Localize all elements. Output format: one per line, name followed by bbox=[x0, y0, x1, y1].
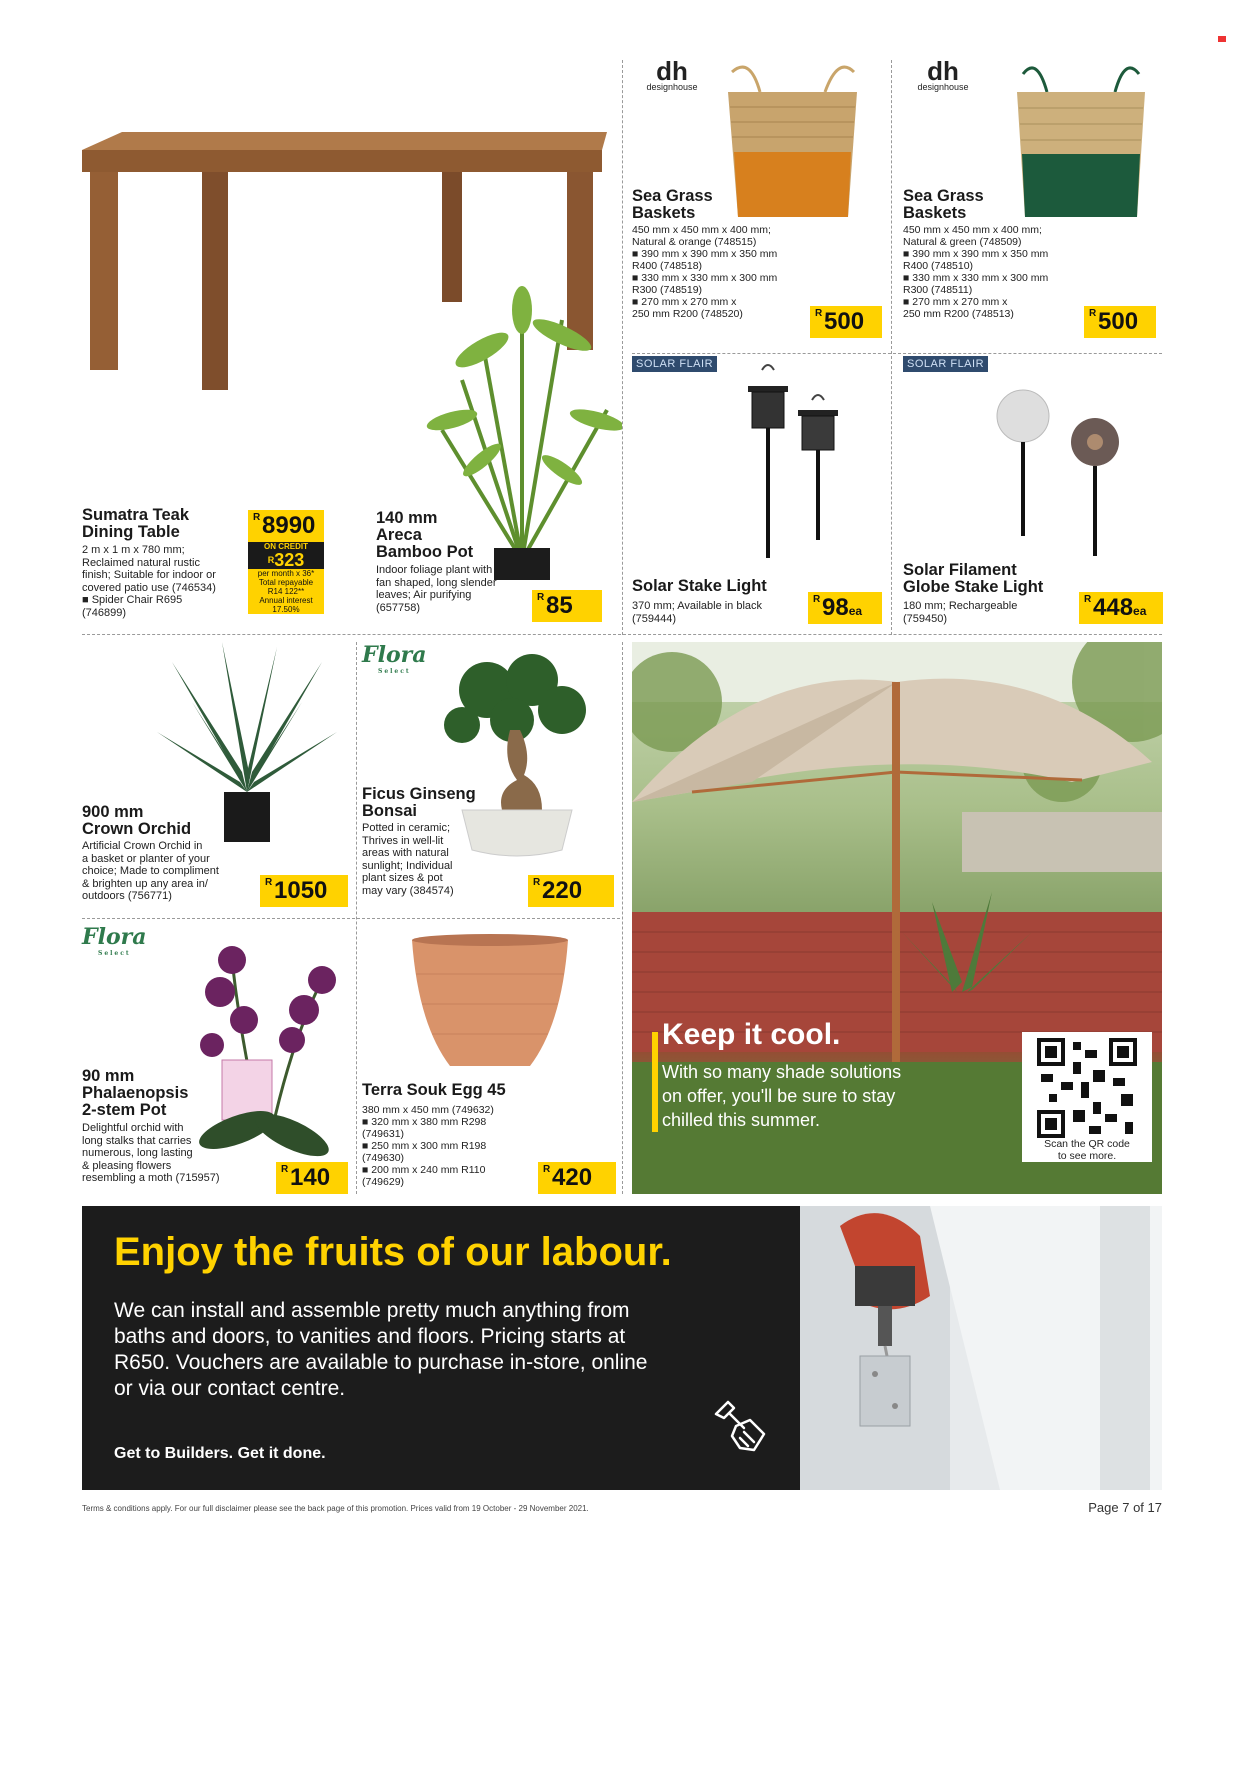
divider bbox=[82, 918, 620, 919]
solar-stake-image bbox=[728, 360, 858, 560]
product-ficus-ginseng-bonsai[interactable] bbox=[362, 642, 620, 914]
basket-image bbox=[720, 62, 865, 222]
product-description: 370 mm; Available in black (759444) bbox=[632, 600, 763, 625]
banner-headline: Enjoy the fruits of our labour. bbox=[114, 1230, 672, 1274]
product-phalaenopsis[interactable] bbox=[82, 924, 352, 1194]
product-sea-grass-baskets-green[interactable] bbox=[903, 56, 1163, 350]
drill-photo bbox=[800, 1206, 1162, 1490]
qr-code-panel[interactable] bbox=[1022, 1032, 1152, 1162]
product-crown-orchid[interactable] bbox=[82, 642, 352, 914]
promo-accent-bar bbox=[652, 1032, 658, 1132]
solar-flair-logo: SOLAR FLAIR bbox=[632, 356, 717, 372]
product-description: Potted in ceramic; Thrives in well-lit areas with natural sunlight; Individual plant sizes & pot may vary (384574) bbox=[362, 822, 454, 897]
product-dining-table[interactable] bbox=[82, 110, 622, 635]
product-solar-filament-globe[interactable] bbox=[903, 356, 1163, 634]
credit-offer: ON CREDIT $^R$323 per month x 36* Total repayable R14 122** Annual interest 17.50% bbox=[248, 542, 324, 614]
price-tag: R 220 bbox=[528, 875, 614, 907]
page-number: Page 7 of 17 bbox=[1088, 1500, 1162, 1515]
divider bbox=[622, 642, 623, 1194]
solar-flair-logo: SOLAR FLAIR bbox=[903, 356, 988, 372]
price-tag: R 98ea bbox=[808, 592, 882, 624]
flora-logo: Flora Select bbox=[362, 642, 427, 675]
handshake-tool-icon bbox=[710, 1396, 772, 1458]
solar-globe-image bbox=[987, 386, 1137, 566]
promo-headline: Keep it cool. bbox=[662, 1018, 841, 1051]
basket-image bbox=[1011, 62, 1151, 222]
price-tag: R 85 bbox=[532, 590, 602, 622]
divider bbox=[632, 353, 1162, 354]
promo-body: With so many shade solutions on offer, you'll be sure to stay chilled this summer. bbox=[662, 1062, 902, 1130]
product-description: 380 mm x 450 mm (749632) ■ 320 mm x 380 mm R298 (749631) ■ 250 mm x 300 mm R198 (749630) ■ 200 mm x 240 mm R110 (749629) bbox=[362, 1104, 494, 1188]
product-title: Ficus Ginseng Bonsai bbox=[362, 785, 476, 820]
bonsai-image bbox=[432, 650, 602, 860]
product-title: Sea Grass Baskets bbox=[903, 187, 984, 222]
product-title: 140 mm Areca Bamboo Pot bbox=[376, 509, 474, 561]
product-title: Solar Filament Globe Stake Light bbox=[903, 561, 1044, 596]
designhouse-logo: dh designhouse bbox=[917, 56, 969, 92]
price-tag: R 500 bbox=[810, 306, 882, 338]
terms-disclaimer: Terms & conditions apply. For our full disclaimer please see the back page of this promotion. Prices valid from 19 October - 29 November 2021. bbox=[82, 1504, 589, 1513]
qr-code-icon bbox=[1037, 1038, 1137, 1138]
price-tag: R 448ea bbox=[1079, 592, 1163, 624]
product-description: 450 mm x 450 mm x 400 mm; Natural & orange (748515) ■ 390 mm x 390 mm x 350 mm R400 (748518) ■ 330 mm x 330 mm x 300 mm R300 (748519) ■ 270 mm x 270 mm x 250 mm R200 (748520) bbox=[632, 224, 778, 320]
product-description: 450 mm x 450 mm x 400 mm; Natural & green (748509) ■ 390 mm x 390 mm x 350 mm R400 (748510) ■ 330 mm x 330 mm x 300 mm R300 (748511) ■ 270 mm x 270 mm x 250 mm R200 (748513) bbox=[903, 224, 1049, 320]
product-sea-grass-baskets-orange[interactable] bbox=[632, 56, 882, 350]
product-description: Artificial Crown Orchid in a basket or planter of your choice; Made to compliment & brighten up any area in/ outdoors (756771) bbox=[82, 840, 219, 902]
price-tag: R 420 bbox=[538, 1162, 616, 1194]
divider bbox=[891, 60, 892, 635]
product-title: 900 mm Crown Orchid bbox=[82, 803, 192, 838]
price-tag: R 140 bbox=[276, 1162, 348, 1194]
product-title: Sea Grass Baskets bbox=[632, 187, 713, 222]
product-description: Delightful orchid with long stalks that carries numerous, long lasting & pleasing flowers resembling a moth (715957) bbox=[82, 1122, 220, 1184]
product-description: 2 m x 1 m x 780 mm; Reclaimed natural rustic finish; Suitable for indoor or covered patio use (746534) ■ Spider Chair R695 (746899) bbox=[82, 544, 216, 619]
divider bbox=[622, 60, 623, 635]
designhouse-logo: dh designhouse bbox=[646, 56, 698, 92]
flora-logo: Flora Select bbox=[82, 924, 147, 957]
product-description: 180 mm; Rechargeable (759450) bbox=[903, 600, 1018, 625]
shade-promo-photo[interactable] bbox=[632, 642, 1162, 1194]
corner-mark bbox=[1218, 36, 1226, 42]
banner-body: We can install and assemble pretty much anything from baths and doors, to vanities and floors. Pricing starts at R650. Vouchers are available to purchase in-store, online or via our contact centre. bbox=[114, 1299, 648, 1400]
installation-banner[interactable] bbox=[82, 1206, 1162, 1490]
price-tag: R 8990 bbox=[248, 510, 324, 542]
product-solar-stake-light[interactable] bbox=[632, 356, 882, 634]
product-title: Solar Stake Light bbox=[632, 577, 767, 595]
terracotta-pot-image bbox=[410, 934, 570, 1074]
banner-tagline: Get to Builders. Get it done. bbox=[114, 1445, 326, 1462]
price-tag: R 500 bbox=[1084, 306, 1156, 338]
product-title: Sumatra Teak Dining Table bbox=[82, 506, 189, 541]
product-terra-souk-egg[interactable] bbox=[362, 924, 620, 1194]
product-title: 90 mm Phalaenopsis 2-stem Pot bbox=[82, 1067, 189, 1119]
product-title: Terra Souk Egg 45 bbox=[362, 1081, 506, 1099]
product-description: Indoor foliage plant with fan shaped, long slender leaves; Air purifying (657758) bbox=[376, 564, 497, 614]
qr-caption: Scan the QR code to see more. bbox=[1044, 1138, 1130, 1162]
price-tag: R 1050 bbox=[260, 875, 348, 907]
